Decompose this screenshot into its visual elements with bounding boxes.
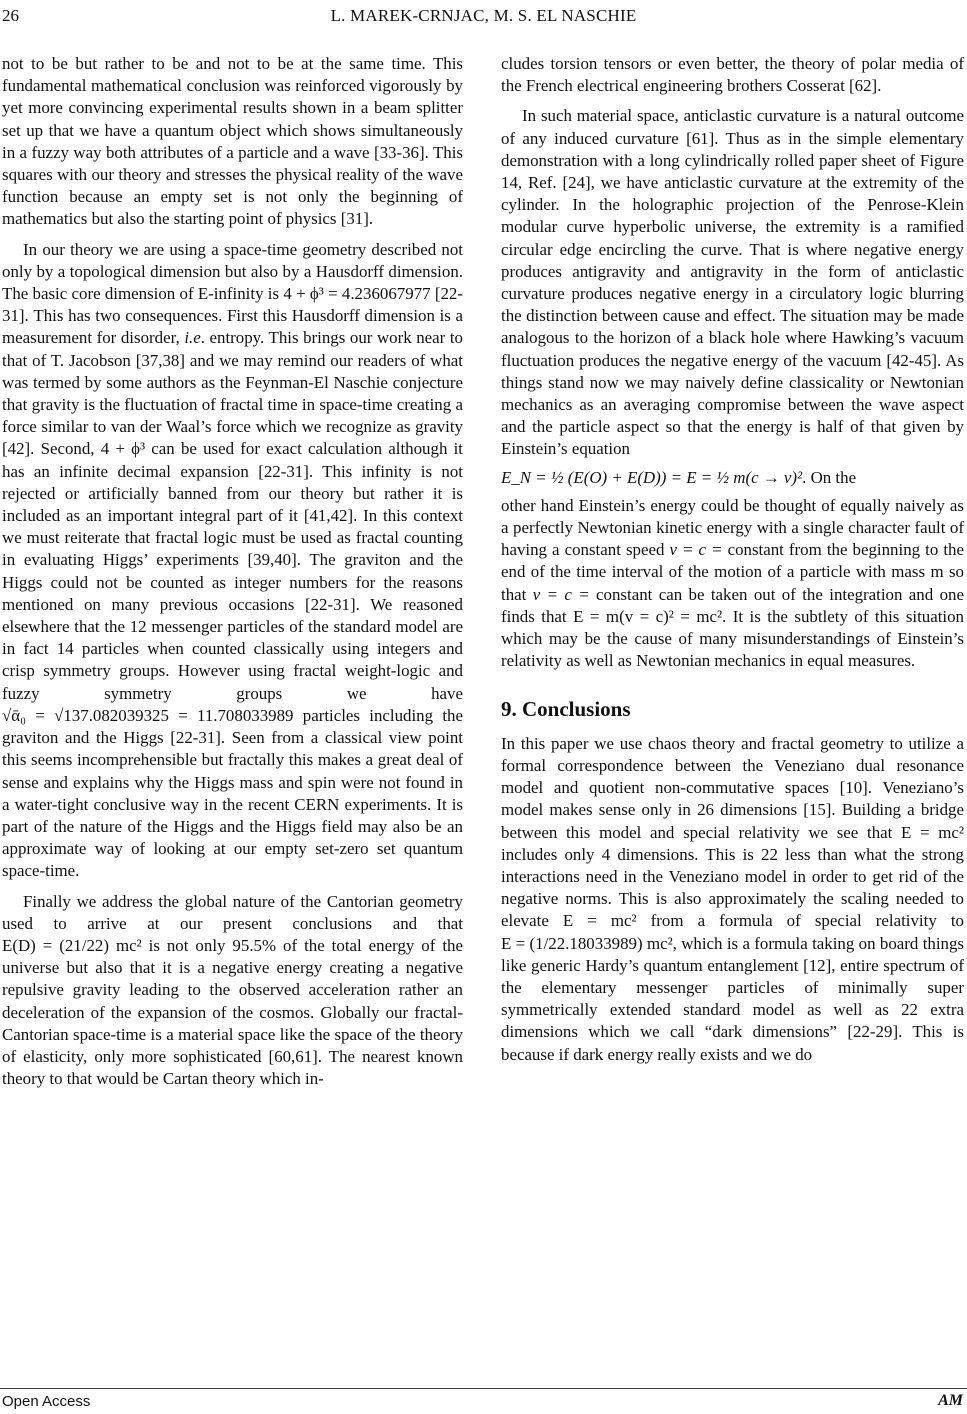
paragraph: cludes torsion tensors or even better, the theory of polar media of the French electrical engineering brothers Cosserat [62]. [501,54,964,96]
text-run: Finally we address the global nature of the Cantorian geometry used to arrive at our present conclusions and that [2,891,463,933]
footer-open-access: Open Access [2,1393,91,1410]
text-run: , which is a formula taking on board things like generic Hardy’s quantum entanglement [12], entire spectrum of the elementary messenger particles of minimally super symmetrically extended standard model as well as 22 extra dimensions which we call “dark dimensions” [22-29]. This is because if dark energy really exists and we do [501,933,964,1064]
text-run: from a formula of special relativity to [650,911,964,931]
text-run: . entropy. This brings our work near to that of T. Jacobson [37,38] and we may remind our readers of what was termed by some authors as the Feynman-El Naschie conjecture that gravity is the fluctuation of fractal time in space-time creating a force similar to van der Waal’s force which we recognize as gravity [42]. Second, [2,328,463,459]
page-number: 26 [2,6,19,25]
page-footer [0,1388,967,1413]
text-run: can be used for exact calculation although it has an infinite decimal expansion [22-31]. This infinity is not rejected or artificially banned from our theory but rather it is included as an important integral part of it [41,42]. In this context we must reiterate that fractal logic must be used as fractal counting in evaluating Higgs’ experiments [39,40]. The graviton and the Higgs could not be counted as integer numbers for the reasons mentioned on many previous occasions [22-31]. We reasoned elsewhere that the 12 messenger particles of the standard model are in fact 14 particles when counted classically using integers and crisp symmetry groups. However using fractal weight-logic and fuzzy symmetry groups we have [2,439,463,703]
equation: E = m(v = c)² = mc² [573,606,723,626]
text-run: is not only 95.5% of the total energy of the universe but also that it is a negative energy creating a negative repulsive gravity leading to the observed acceleration rather an deceleration of the expansion of the cosmos. Globally our fractal-Cantorian space-time is a material space like the space of the theory of elasticity, only more sophisticated [60,61]. The nearest known theory to that would be Cartan theory which in- [2,935,463,1089]
footer-journal-code: AM [938,1392,963,1409]
paragraph: In such material space, anticlastic curvature is a natural outcome of any induced curvature [61]. Thus as in the simple elementary demonstration with a long cylindrically rolled paper sheet of Figure 14, Ref. [24], we have anticlastic curvature at the extremity of the cylinder. In the holographic projection of the Penrose-Klein modular curve hyperbolic universe, the extremity is a ramified circular edge encircling the curve. That is where negative energy produces antigravity and antigravity in the form of anticlastic curvature produces negative energy in a circulatory logic blurring the distinction between cause and effect. The situation may be made analogous to the horizon of a black hole where Hawking’s vacuum fluctuation produces the negative energy of the vacuum [42-45]. As things stand now we may naively define classicality or Newtonian mechanics as an averaging compromise between the wave aspect and the particle aspect so that the energy is half of that given by Einstein’s equation [501,106,964,459]
text-run: . It is the subtlety of this situation which may be the cause of many misunderstandings of Einstein’s relativity as well as Newtonian mechanics in equal measures. [501,606,964,671]
paragraph [501,495,964,673]
text-run: v = c = [532,584,590,604]
equation: √ᾱ₀ = √137.082039325 = 11.708033989 [2,705,294,725]
text-run: particles including the graviton and the Higgs [22-31]. Seen from a classical view point this seems incomprehensible but fractally this makes a great deal of sense and explains why the Higgs mass and spin were not found in a water-tight conclusive way in the recent CERN experiments. It is part of the nature of the Higgs and the Higgs field may also be an approximate way of looking at our empty set-zero set quantum space-time. [2,705,463,881]
equation: 4 + ϕ³ = 4.236067977 [283,284,431,304]
equation: E = mc² [562,911,637,931]
text-run: includes only 4 dimensions. This is 22 less than what the strong interactions need in the Veneziano model in order to get rid of the negative norms. This is also approximately the scaling needed to elevate [501,844,964,931]
paragraph [501,733,964,1066]
paragraph [2,891,463,1091]
equation: E(D) = (21/22) mc² [2,935,142,955]
text-run: constant from the beginning to the end of the time interval of the motion of a particle with mass m so that [501,540,964,604]
text-run: i.e [184,328,201,348]
paragraph: not to be but rather to be and not to be at the same time. This fundamental mathematical conclusion was reinforced vigorously by yet more convincing experimental results shown in a beam splitter set up that we have a quantum object which shows simultaneously in a fuzzy way both attributes of a particle and a wave [33-36]. This squares with our theory and stresses the physical reality of the wave function because an empty set is not only the beginning of mathematics but also the starting point of physics [31]. [2,54,463,229]
text-run: constant can be taken out of the integration and one finds that [501,584,964,626]
text-run: [22-31]. This has two consequences. First this Hausdorff dimension is a measurement for disorder, [2,284,463,348]
equation: E = (1/22.18033989) mc² [501,933,673,953]
equation: E_N = ½ (E(O) + E(D)) = E = ½ m(c → v)² [501,467,803,487]
text-run: In our theory we are using a space-time geometry described not only by a topological dimension but also by a Hausdorff dimension. The basic core dimension of E-infinity is [2,239,463,304]
page-header [0,0,967,34]
running-head: L. MAREK-CRNJAC, M. S. EL NASCHIE [330,6,637,25]
text-run: . On the [802,467,857,487]
equation-line [501,467,964,489]
equation: 4 + ϕ³ [100,439,146,459]
equation: E = mc² [901,822,964,842]
left-column [2,53,463,1090]
section-title: 9. Conclusions [501,697,631,722]
right-column [501,53,964,1066]
text-run: other hand Einstein’s energy could be thought of equally naively as a perfectly Newtonian kinetic energy with a single character fault of having a constant speed [501,495,964,560]
text-run: v = c = [669,540,723,560]
text-run: In this paper we use chaos theory and fractal geometry to utilize a formal correspondence between the Veneziano dual resonance model and quotient non-commutative spaces [10]. Veneziano’s model makes sense only in 26 dimensions [15]. Building a bridge between this model and special relativity we see that [501,733,964,842]
paragraph [2,239,463,883]
